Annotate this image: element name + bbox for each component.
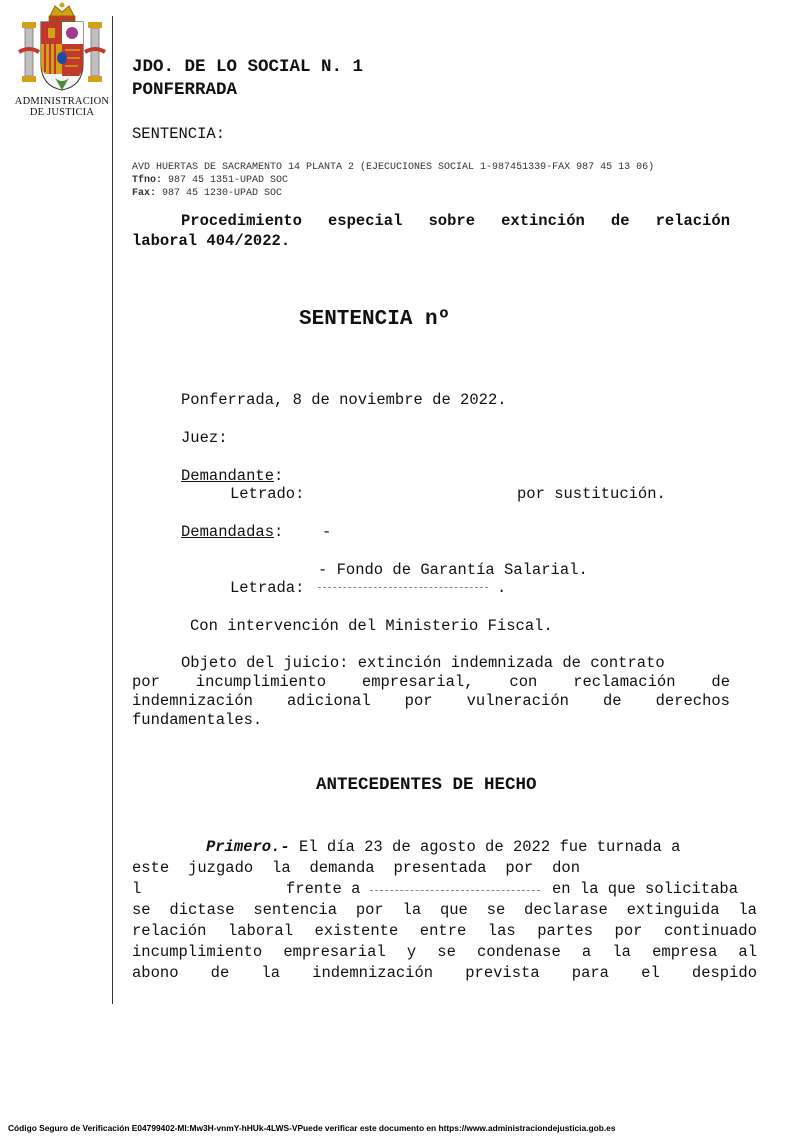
primero-line3-mid: frente a [286,880,361,898]
sentencia-title: SENTENCIA nº [299,308,451,331]
phone-value: 987 45 1351-UPAD SOC [162,175,289,186]
fogasa-defendant: - Fondo de Garantía Salarial. [318,561,588,579]
redacted-char: l [132,880,142,898]
plaintiff-label: Demandante [181,467,275,485]
fax-value: 987 45 1230-UPAD SOC [156,188,283,199]
judge-label: Juez: [181,429,228,447]
objeto-line3: indemnización adicional por vulneración de derechos [132,692,730,710]
emblem-caption-line1: ADMINISTRACION [14,96,110,107]
objeto-line2: por incumplimiento empresarial, con reclamación de [132,673,730,691]
primero-line1-text: El día 23 de agosto de 2022 fue turnada a [289,838,681,856]
phone-label: Tfno: [132,175,163,186]
substitution-text: por sustitución. [517,485,666,503]
redacted-company [370,890,540,892]
court-city: PONFERRADA [132,80,238,100]
court-name: JDO. DE LO SOCIAL N. 1 [132,57,364,77]
plaintiff-colon: : [274,467,284,485]
objeto-line4: fundamentales. [132,711,263,729]
primero-line6: incumplimiento empresarial y se condenase a la empresa al [132,943,757,961]
place-date: Ponferrada, 8 de noviembre de 2022. [181,391,507,409]
procedure-word: de [610,212,630,230]
primero-line5: relación laboral existente entre las partes por continuado [132,922,757,940]
primero-line3-end: en la que solicitaba [552,880,739,898]
defendant-dash: - [322,523,332,541]
procedure-line1 [181,212,730,230]
margin-rule [112,16,113,1004]
fiscal-intervention: Con intervención del Ministerio Fiscal. [190,617,553,635]
letrada-label: Letrada: [230,579,305,597]
section-heading: ANTECEDENTES DE HECHO [316,775,537,795]
coat-of-arms-logo [14,2,110,118]
spain-emblem-icon [15,2,109,96]
procedure-word: especial [328,212,403,230]
procedure-word: sobre [428,212,476,230]
primero-label: Primero.- [206,838,290,856]
primero-line1 [206,838,680,856]
court-address: AVD HUERTAS DE SACRAMENTO 14 PLANTA 2 (EJECUCIONES SOCIAL 1-987451339-FAX 987 45 13 06) [132,162,655,173]
verification-footer: Código Seguro de Verificación E04799402-MI:Mw3H-vnmY-hHUk-4LWS-VPuede verificar este documento en https://www.administraciondejusticia.gob.es [8,1123,616,1133]
primero-line7: abono de la indemnización prevista para el despido [132,964,757,982]
redacted-name [318,587,488,589]
emblem-caption-line2: DE JUSTICIA [29,107,95,118]
defendants-label: Demandadas [181,523,275,541]
defendants-colon: : [274,523,284,541]
primero-line4: se dictase sentencia por la que se declarase extinguida la [132,901,757,919]
letrada-end: . [497,579,507,597]
fax-line [132,188,282,199]
primero-line2: este juzgado la demanda presentada por don [132,859,580,877]
procedure-word: extinción [501,212,585,230]
objeto-line1: Objeto del juicio: extinción indemnizada de contrato [181,654,665,672]
fax-label: Fax: [132,188,157,199]
lawyer-label: Letrado: [230,485,305,503]
procedure-word: Procedimiento [181,212,302,230]
defendants-line [181,523,283,541]
phone-line [132,175,288,186]
document-type-label: SENTENCIA: [132,125,226,143]
plaintiff-line [181,467,283,485]
procedure-word: relación [655,212,730,230]
procedure-line2: laboral 404/2022. [132,232,291,250]
